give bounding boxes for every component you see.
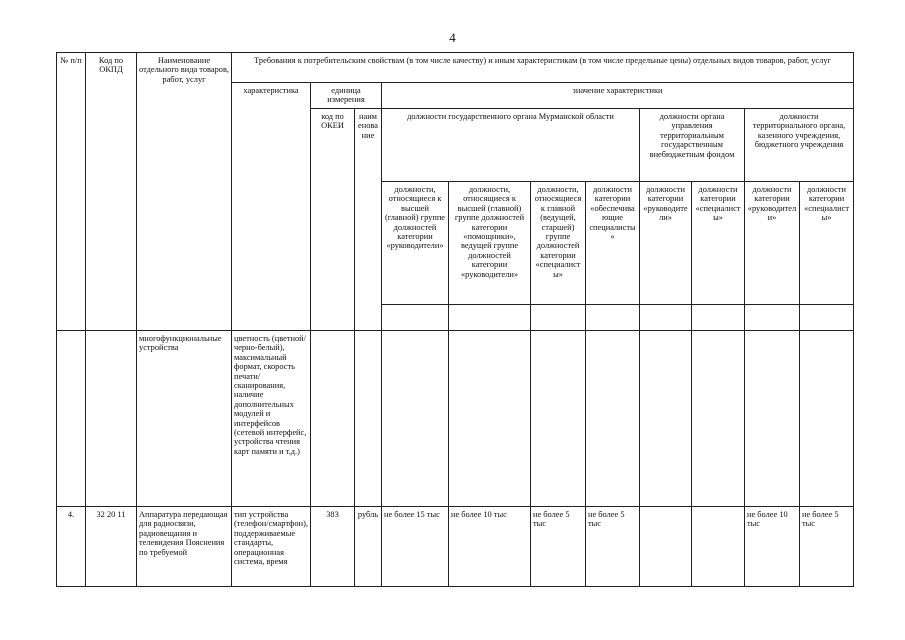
header-num: № п/п (57, 53, 86, 331)
row-value: не более 5 тыс (800, 507, 854, 587)
header-group-murmansk: должности государственного органа Мурманской области (382, 109, 640, 182)
row-unit: рубль (355, 507, 382, 587)
row-value (692, 507, 745, 587)
table-row (57, 331, 854, 507)
row-value (586, 331, 640, 507)
position-header: должности, относящиеся к главной (ведущей, старшей) группе должностей категории «специалисты» (531, 182, 586, 305)
row-num (57, 331, 86, 507)
header-okei-code: код по ОКЕИ (311, 109, 355, 331)
row-num: 4. (57, 507, 86, 587)
row-value: не более 10 тыс (745, 507, 800, 587)
row-value: не более 10 тыс (449, 507, 531, 587)
row-value (640, 331, 692, 507)
row-value (800, 331, 854, 507)
header-name: Наименование отдельного вида товаров, работ, услуг (137, 53, 232, 331)
row-value (531, 331, 586, 507)
row-name: многофункциональные устройства (137, 331, 232, 507)
position-header: должности, относящиеся к высшей (главной) группе должностей категории «руководители» (382, 182, 449, 305)
requirements-table (56, 52, 854, 587)
row-okpd: 32 20 11 (86, 507, 137, 587)
header-group-fund: должности органа управления территориальным государственным внебюджетным фондом (640, 109, 745, 182)
position-header: должности категории «руководители» (745, 182, 800, 305)
row-value: не более 5 тыс (531, 507, 586, 587)
table-row (57, 507, 854, 587)
header-unit-name: наим енова ние (355, 109, 382, 331)
row-value (692, 331, 745, 507)
position-header: должности категории «специалисты» (692, 182, 745, 305)
row-characteristic: цветность (цветной/черно-белый), максимальный формат, скорость печати/сканирования, наличие дополнительных модулей и интерфейсов (сетевой интерфейс, устройства чтения карт памяти и т.д.) (232, 331, 311, 507)
row-value: не более 5 тыс (586, 507, 640, 587)
page-number: 4 (449, 30, 456, 45)
row-okei: 383 (311, 507, 355, 587)
row-value (640, 507, 692, 587)
row-okpd (86, 331, 137, 507)
position-header: должности, относящиеся к высшей (главной) группе должностей категории «помощники», ведущей группе должностей категории «руководители» (449, 182, 531, 305)
header-okpd: Код по ОКПД (86, 53, 137, 331)
row-value: не более 15 тыс (382, 507, 449, 587)
row-value (382, 331, 449, 507)
row-okei (311, 331, 355, 507)
header-group-institution: должности территориального органа, казенного учреждения, бюджетного учреждения (745, 109, 854, 182)
position-header: должности категории «специалисты» (800, 182, 854, 305)
header-value: значение характеристики (382, 83, 854, 109)
row-value (745, 331, 800, 507)
row-unit (355, 331, 382, 507)
header-requirements: Требования к потребительским свойствам (в том числе качеству) и иным характеристикам (в том числе предельные цены) отдельных видов товаров, работ, услуг (232, 53, 854, 83)
row-name: Аппаратура передающая для радиосвязи, радиовещания и телевидения Пояснения по требуемой (137, 507, 232, 587)
position-header: должности категории «руководители» (640, 182, 692, 305)
header-characteristic: характеристика (232, 83, 311, 331)
position-header: должности категории «обеспечивающие специалисты» (586, 182, 640, 305)
row-characteristic: тип устройства (телефон/смартфон), поддерживаемые стандарты, операционная система, время (232, 507, 311, 587)
row-value (449, 331, 531, 507)
header-unit: единица измерения (311, 83, 382, 109)
